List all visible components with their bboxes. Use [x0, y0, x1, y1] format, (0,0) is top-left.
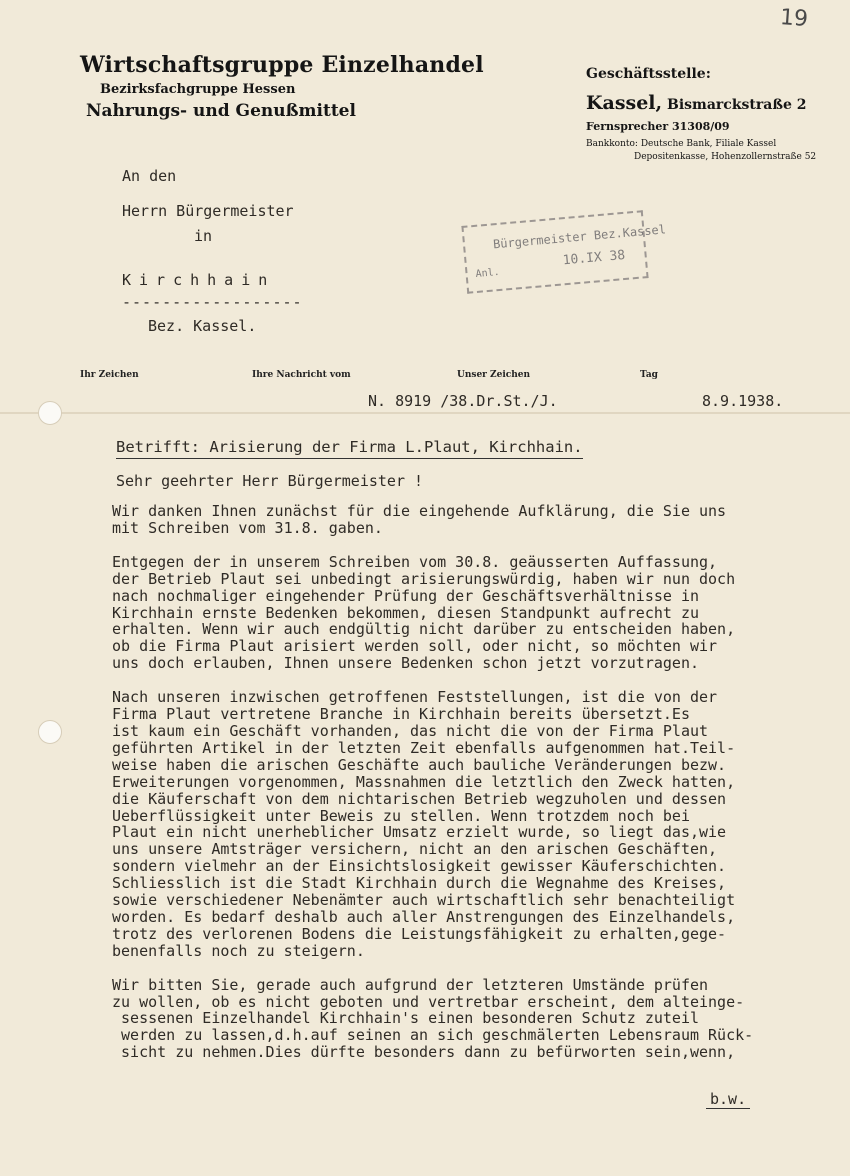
text-line: worden. Es bedarf deshalb auch aller Anstrengungen des Einzelhandels, — [112, 907, 736, 926]
recipient-address — [122, 166, 303, 336]
text-line: Schliesslich ist die Stadt Kirchhain durch die Wegnahme des Kreises, — [112, 874, 727, 893]
address-district: Bez. Kassel. — [148, 317, 257, 335]
stamp-name: Bürgermeister Bez.Kassel — [492, 222, 667, 252]
tag-value: 8.9.1938. — [702, 392, 784, 410]
received-stamp — [461, 210, 667, 294]
text-line: der Betrieb Plaut sei unbedingt arisierungswürdig, haben wir nun doch — [112, 569, 736, 588]
office-label: Geschäftsstelle: — [586, 66, 711, 82]
text-line: erhalten. Wenn wir auch endgültig nicht darüber zu entscheiden haben, — [112, 620, 736, 639]
stamp-date: 10.IX 38 — [562, 247, 626, 269]
address-underline: ------------------ — [122, 293, 303, 311]
letterhead-left — [80, 52, 484, 121]
stamp-attachment: Anl. — [475, 266, 501, 280]
text-line: sicht zu nehmen.Dies dürfte besonders dann zu befürworten sein,wenn, — [112, 1043, 736, 1062]
text-line: uns unsere Amtsträger versichern, nicht an den arischen Geschäften, — [112, 840, 718, 859]
text-line: Nach unseren inzwischen getroffenen Feststellungen, ist die von der — [112, 688, 718, 707]
unser-zeichen-value: N. 8919 /38.Dr.St./J. — [368, 392, 558, 410]
text-line: weise haben die arischen Geschäfte auch bauliche Veränderungen bezw. — [112, 755, 727, 774]
text-line: benenfalls noch zu steigern. — [112, 941, 365, 960]
ihre-nachricht-label: Ihre Nachricht vom — [252, 370, 351, 380]
letter-body — [112, 503, 837, 1061]
address-line-2: Herrn Bürgermeister — [122, 202, 294, 220]
text-line: mit Schreiben vom 31.8. gaben. — [112, 518, 383, 537]
text-line: sowie verschiedener Nebenämter auch wirtschaftlich sehr benachteiligt — [112, 891, 736, 910]
text-line: nach nochmaliger eingehender Prüfung der Geschäftsverhältnisse in — [112, 586, 699, 605]
office-phone: Fernsprecher 31308/09 — [586, 120, 730, 133]
text-line: Erweiterungen vorgenommen, Massnahmen die letztlich den Zweck hatten, — [112, 772, 736, 791]
subject-line: Betrifft: Arisierung der Firma L.Plaut, Kirchhain. — [116, 438, 583, 459]
sub-group: Bezirksfachgruppe Hessen — [100, 82, 296, 97]
punch-hole-top — [38, 401, 62, 425]
text-line: Wir danken Ihnen zunächst für die eingehende Aufklärung, die Sie uns — [112, 502, 727, 520]
address-line-1: An den — [122, 167, 177, 185]
text-line: Plaut ein nicht unerheblicher Umsatz erzielt wurde, so liegt das,wie — [112, 823, 727, 842]
address-city: Kirchhain — [122, 271, 276, 289]
unser-zeichen-label: Unser Zeichen — [457, 370, 531, 380]
text-line: Firma Plaut vertretene Branche in Kirchhain bereits übersetzt.Es — [112, 705, 690, 724]
continued-mark: b.w. — [706, 1090, 750, 1109]
text-line: zu wollen, ob es nicht geboten und vertretbar erscheint, dem alteinge- — [112, 992, 745, 1011]
paper-fold-line — [0, 412, 850, 414]
text-line: sondern vielmehr an der Einsichtslosigkeit gewisser Käuferschichten. — [112, 857, 727, 876]
page-number: 19 — [779, 5, 809, 32]
text-line: trotz des verlorenen Bodens die Leistungsfähigkeit zu erhalten,gege- — [112, 924, 727, 943]
text-line: die Käuferschaft von dem nichtarischen Betrieb wegzuholen und dessen — [112, 789, 727, 808]
text-line: ist kaum ein Geschäft vorhanden, das nicht die von der Firma Plaut — [112, 721, 709, 740]
text-line: Entgegen der in unserem Schreiben vom 30.8. geäusserten Auffassung, — [112, 552, 718, 571]
bank-line-2: Depositenkasse, Hohenzollernstraße 52 — [634, 152, 817, 162]
address-line-3: in — [194, 227, 213, 245]
text-line: Kirchhain ernste Bedenken bekommen, diesen Standpunkt aufrecht zu — [112, 603, 699, 622]
punch-hole-bottom — [38, 720, 62, 744]
text-line: sessenen Einzelhandel Kirchhain's einen besonderen Schutz zuteil — [112, 1009, 699, 1028]
text-line: Wir bitten Sie, gerade auch aufgrund der letzteren Umstände prüfen — [112, 975, 709, 994]
bank-line-1: Bankkonto: Deutsche Bank, Filiale Kassel — [586, 139, 777, 149]
letterhead-right — [586, 66, 816, 162]
ihr-zeichen-label: Ihr Zeichen — [80, 370, 139, 380]
branch-name: Nahrungs- und Genußmittel — [86, 101, 356, 121]
greeting: Sehr geehrter Herr Bürgermeister ! — [116, 472, 424, 490]
tag-label: Tag — [640, 370, 658, 380]
text-line: werden zu lassen,d.h.auf seinen an sich geschmälerten Lebensraum Rück- — [112, 1026, 754, 1045]
office-city: Kassel, — [586, 92, 663, 114]
text-line: ob die Firma Plaut arisiert werden soll, oder nicht, so möchten wir — [112, 637, 718, 656]
text-line: uns doch erlauben, Ihnen unsere Bedenken schon jetzt vorzutragen. — [112, 654, 699, 673]
org-name: Wirtschaftsgruppe Einzelhandel — [80, 52, 484, 78]
text-line: geführten Artikel in der letzten Zeit ebenfalls aufgenommen hat.Teil- — [112, 738, 736, 757]
office-street: Bismarckstraße 2 — [667, 97, 807, 113]
text-line: Ueberflüssigkeit unter Beweis zu stellen. Wenn trotzdem noch bei — [112, 806, 690, 825]
office-address — [586, 92, 816, 114]
